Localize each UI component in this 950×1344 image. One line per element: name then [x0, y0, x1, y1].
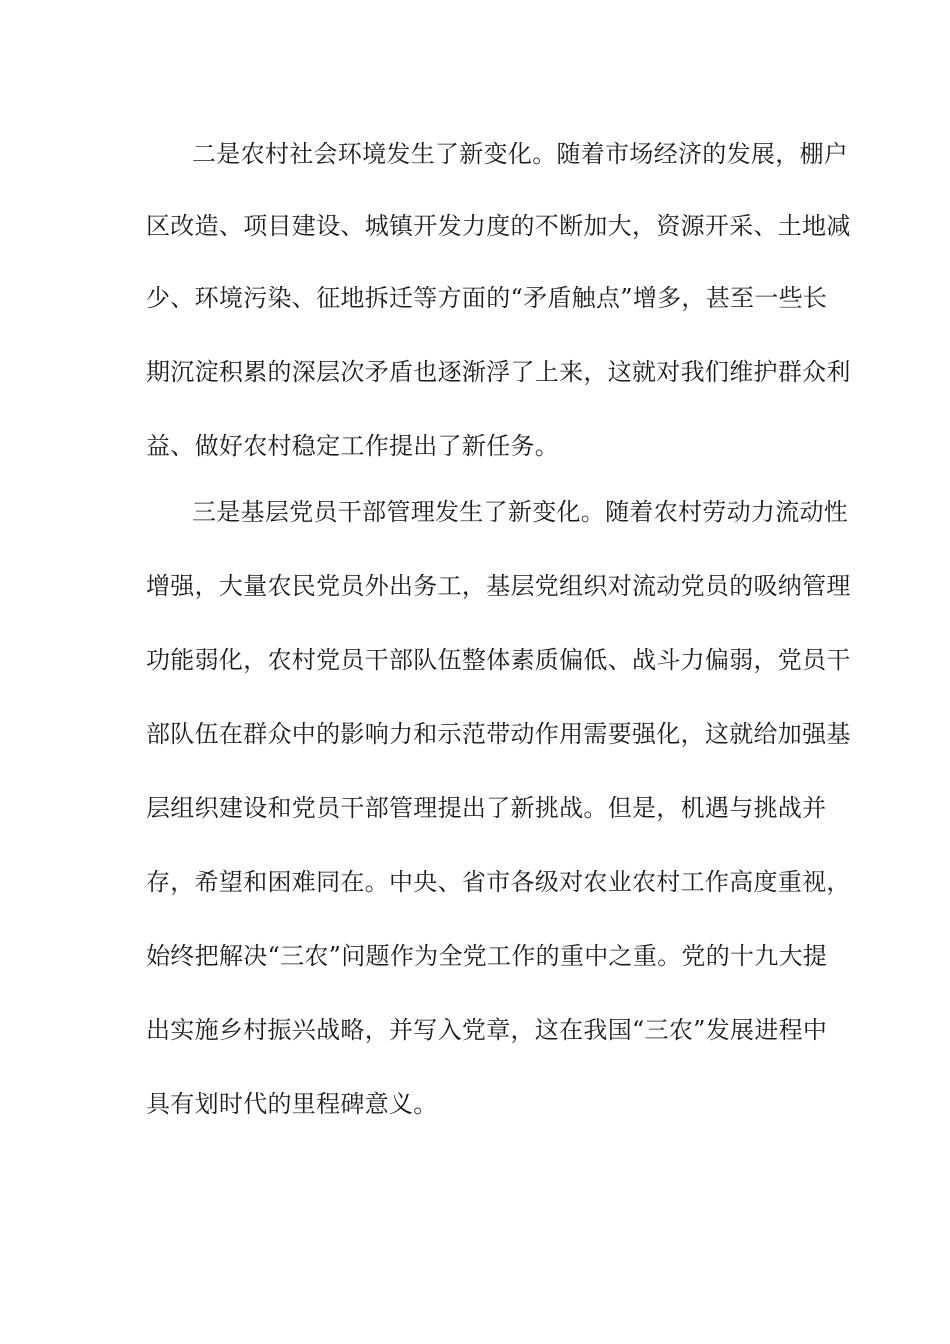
text-line: 功能弱化，农村党员干部队伍整体素质偏低、战斗力偏弱，党员干 — [146, 646, 851, 674]
text-line: 期沉淀积累的深层次矛盾也逐渐浮了上来，这就对我们维护群众利 — [146, 358, 851, 386]
text-line: 出实施乡村振兴战略，并写入党章，这在我国“三农”发展进程中 — [146, 1016, 828, 1044]
text-line: 二是农村社会环境发生了新变化。随着市场经济的发展，棚户 — [192, 140, 849, 168]
text-line: 存，希望和困难同在。中央、省市各级对农业农村工作高度重视， — [146, 868, 851, 896]
text-line: 具有划时代的里程碑意义。 — [146, 1090, 438, 1118]
text-line: 少、环境污染、征地拆迁等方面的“矛盾触点”增多，甚至一些长 — [146, 284, 828, 312]
text-line: 层组织建设和党员干部管理提出了新挑战。但是，机遇与挑战并 — [146, 794, 827, 822]
text-line: 益、做好农村稳定工作提出了新任务。 — [146, 432, 560, 460]
text-line: 三是基层党员干部管理发生了新变化。随着农村劳动力流动性 — [192, 498, 849, 526]
text-line: 部队伍在群众中的影响力和示范带动作用需要强化，这就给加强基 — [146, 720, 851, 748]
text-line: 增强，大量农民党员外出务工，基层党组织对流动党员的吸纳管理 — [146, 572, 851, 600]
text-line: 区改造、项目建设、城镇开发力度的不断加大，资源开采、土地减 — [146, 212, 851, 240]
text-line: 始终把解决“三农”问题作为全党工作的重中之重。党的十九大提 — [146, 942, 828, 970]
